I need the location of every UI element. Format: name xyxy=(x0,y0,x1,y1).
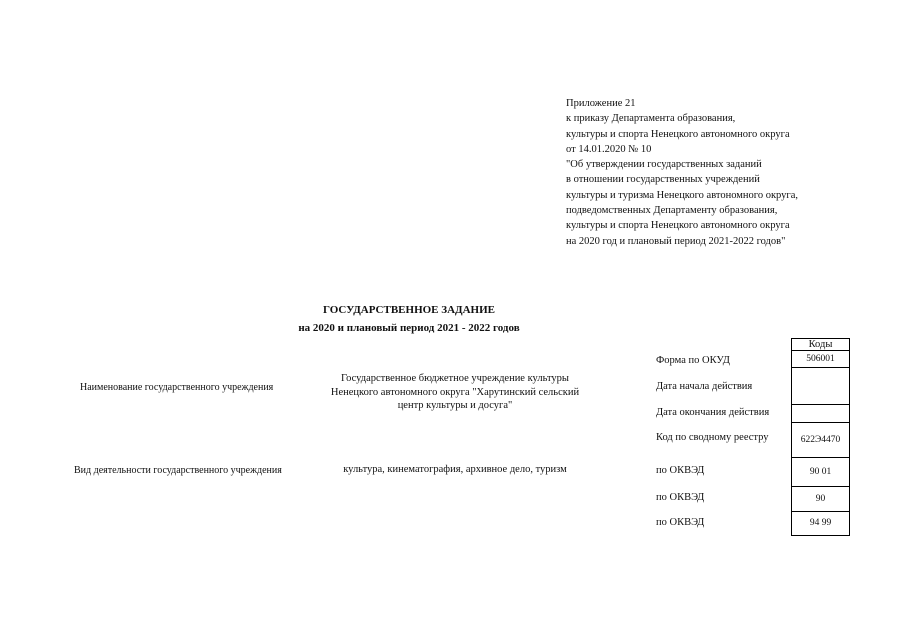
appendix-line: Приложение 21 xyxy=(566,98,636,109)
institution-value-line: центр культуры и досуга" xyxy=(397,400,513,411)
codes-header: Коды xyxy=(791,338,850,351)
appendix-line: подведомственных Департаменту образования, xyxy=(566,205,778,217)
appendix-line: в отношении государственных учреждений xyxy=(566,174,760,186)
code-row-label: по ОКВЭД xyxy=(656,465,705,476)
appendix-line: к приказу Департамента образования, xyxy=(566,113,736,125)
appendix-line: культуры и спорта Ненецкого автономного округа xyxy=(566,220,790,232)
code-cell xyxy=(791,404,850,423)
code-row-label: по ОКВЭД xyxy=(656,492,705,503)
institution-value-line: Государственное бюджетное учреждение культуры xyxy=(341,373,569,384)
appendix-line: культуры и туризма Ненецкого автономного округа, xyxy=(566,189,799,201)
code-row-label: Дата окончания действия xyxy=(656,407,770,418)
code-row-label: Дата начала действия xyxy=(656,381,753,392)
appendix-block xyxy=(566,96,896,249)
code-cell: 94 99 xyxy=(791,511,850,536)
code-row-label: Форма по ОКУД xyxy=(656,355,730,366)
code-cell: 622Э4470 xyxy=(791,422,850,458)
institution-label: Наименование государственного учреждения xyxy=(80,382,274,393)
code-cell: 90 xyxy=(791,486,850,512)
activity-label: Вид деятельности государственного учреждения xyxy=(74,465,282,476)
appendix-line: от 14.01.2020 № 10 xyxy=(566,143,652,155)
code-cell: 90 01 xyxy=(791,457,850,487)
appendix-line: культуры и спорта Ненецкого автономного округа xyxy=(566,128,790,140)
appendix-line: "Об утверждении государственных заданий xyxy=(566,159,762,171)
institution-value xyxy=(300,372,610,413)
code-cell xyxy=(791,367,850,405)
institution-value-line: Ненецкого автономного округа "Харутинский сельский xyxy=(330,386,580,398)
code-row-label: Код по сводному реестру xyxy=(656,432,769,443)
document-title: ГОСУДАРСТВЕННОЕ ЗАДАНИЕ xyxy=(323,304,495,316)
document-period: на 2020 и плановый период 2021 - 2022 годов xyxy=(298,322,520,334)
code-row-label: по ОКВЭД xyxy=(656,517,705,528)
code-cell: 506001 xyxy=(791,350,850,368)
appendix-line: на 2020 год и плановый период 2021-2022 годов" xyxy=(566,235,786,247)
activity-value: культура, кинематография, архивное дело, туризм xyxy=(343,464,567,475)
